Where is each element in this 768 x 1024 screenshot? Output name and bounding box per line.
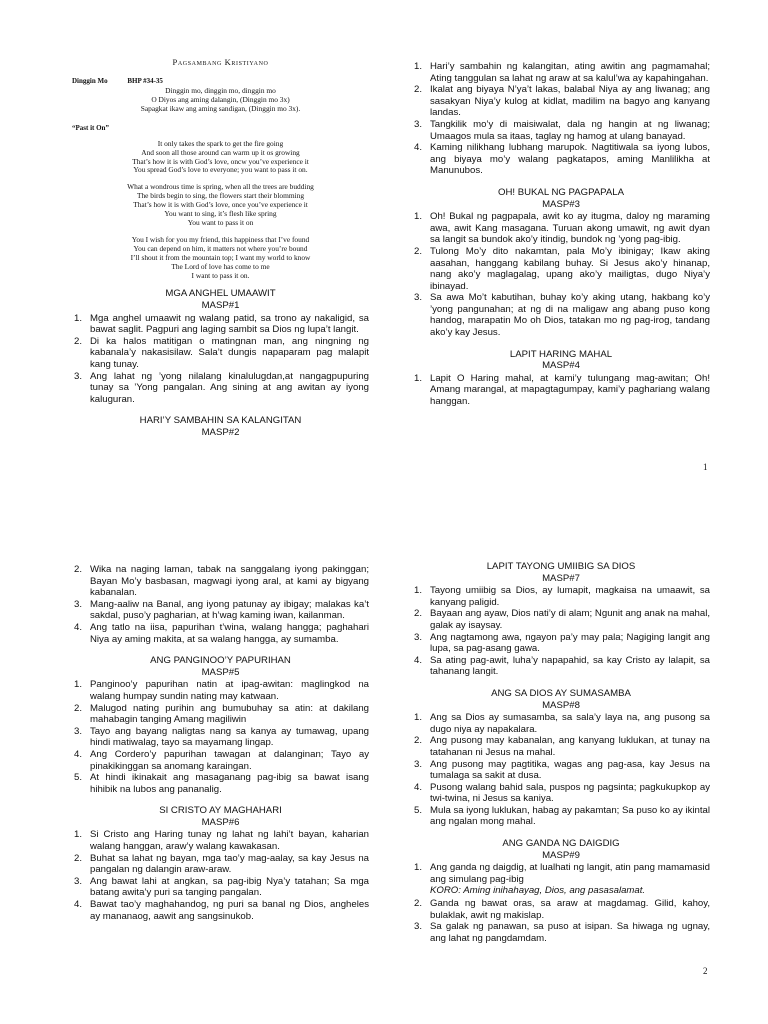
verse-number: 2. <box>414 608 423 620</box>
verse <box>72 313 369 336</box>
verse-number: 1. <box>414 372 423 384</box>
lyric-line: The Lord of love has come to me <box>171 261 270 271</box>
verse-number: 3. <box>74 598 83 610</box>
page2-left-column <box>72 563 369 932</box>
verse <box>72 679 369 702</box>
hymn-number: MASP#4 <box>542 360 580 372</box>
lyric-line: You want to pass it on <box>187 217 254 227</box>
page1-left-hymns <box>72 288 369 438</box>
hymn-title: ANG PANGINOO’Y PAPURIHAN <box>150 655 291 667</box>
hymn-title: HARI’Y SAMBAHIN SA KALANGITAN <box>139 415 302 427</box>
verse <box>412 655 710 678</box>
lyric-line: Dinggin mo, dinggin mo, dinggin mo <box>165 86 276 95</box>
verse-text: Kaming nilikhang lubhang marupok. Nagtitiwala sa iyong lubos, ang biyaya mo’y walang pagkatapos, aming Manlilikha at Manunubos. <box>430 142 710 177</box>
verse-number: 2. <box>74 564 83 575</box>
verse-text: Bawat tao’y maghahandog, ng puri sa banal ng Dios, angheles ay mananaog, aawit ang sangsinukob. <box>90 899 369 922</box>
verse-text: Lapit O Haring mahal, at kami’y tulungang mag-awitan; Oh! Amang marangal, at mapagtagumpay, kami’y paghariang walang hanggan. <box>430 372 710 408</box>
verse-text: Mula sa iyong luklukan, habag ay pakamtan; Sa puso ko ay ikintal ang ngalan mong mahal. <box>430 804 710 828</box>
hymn <box>72 805 369 922</box>
verse-text: Ang lahat ng ’yong nilalang kinalulugdan,at nangagpupuring tunay sa ’Yong pangalan. Ang sining at ang awitan ay iyong kaluguran. <box>90 370 369 405</box>
verse-list <box>412 211 710 339</box>
verse-text: Sa galak ng panawan, sa puso at isipan. Sa hiwaga ng ugnay, ang lahat ng pangdamdam. <box>430 921 710 944</box>
pass-it-on-label: “Past it On” <box>72 123 109 132</box>
verse-list <box>412 862 710 885</box>
verse-text: Hari’y sambahin ng kalangitan, ating awitin ang pagmamahal; Ating tanggulan sa lahat ng araw at sa kalul’wa ay kapahingahan. <box>430 61 710 84</box>
verse <box>412 373 710 408</box>
verse-number: 3. <box>414 292 423 304</box>
page1-left-column <box>72 57 369 449</box>
hymn-title: LAPIT TAYONG UMIIBIG SA DIOS <box>486 561 636 572</box>
verse-number: 2. <box>414 84 423 96</box>
hymn <box>412 187 710 339</box>
hymn <box>412 688 710 828</box>
verse-list <box>412 61 710 177</box>
chorus-line: KORO: Aming inihahayag, Dios, ang pasasalamat. <box>430 885 646 897</box>
hymn-number: MASP#5 <box>201 666 240 678</box>
page-number: 1 <box>703 462 708 472</box>
lyric-line: I’ll shout it from the mountain top; I want my world to know <box>130 252 311 262</box>
verse-list <box>412 898 710 944</box>
verse-number: 2. <box>414 735 423 747</box>
hymn <box>412 349 710 408</box>
verse <box>72 726 369 749</box>
verse-text: Tulong Mo’y dito nakamtan, pala Mo’y ibinigay; Ikaw aking aasahan, hanggang kabilang buhay. Si Jesus ako’y hinanap, nang ako’y maglagalag, upang ako’y mailigtas, dugo Niya’y ibinayad. <box>430 245 710 292</box>
verse <box>412 142 710 177</box>
verse-text: Oh! Bukal ng pagpapala, awit ko ay itugma, daloy ng maraming awa, awit Kang masagana. Turuan akong umawit, ng awit dyan sa langit sa bundok ako’y itindig, bundok ng ’yong pag-ibig. <box>430 211 710 246</box>
lyric-line: That’s how it is with God’s love, oncw you’ve experience it <box>132 156 309 166</box>
verse-text: Bayaan ang ayaw, Dios nati’y di alam; Ngunit ang anak na mahal, galak ay isaysay. <box>430 608 710 631</box>
verse-number: 4. <box>414 654 423 666</box>
verse <box>412 211 710 246</box>
verse-text: Ang ganda ng daigdig, at lualhati ng langit, atin pang mamamasid ang simulang pag-ibig <box>430 862 710 885</box>
lyric-line: You spread God’s love to everyone; you want to pass it on. <box>133 165 308 175</box>
verse-number: 4. <box>74 621 83 633</box>
verse <box>412 735 710 758</box>
verse-number: 2. <box>414 898 423 910</box>
verse-number: 3. <box>74 725 83 737</box>
verse-number: 5. <box>74 772 83 784</box>
verse-number: 3. <box>414 758 423 770</box>
verse-list <box>72 564 369 645</box>
dinggin-label: Dinggin Mo <box>72 77 108 85</box>
verse-text: Ang sa Dios ay sumasamba, sa sala’y laya na, ang pusong sa dugo niya ay napakalara. <box>430 712 710 735</box>
document-title: Pagsambang Kristiyano <box>172 57 269 67</box>
verse <box>72 899 369 922</box>
verse-text: Buhat sa lahat ng bayan, mga tao’y mag-aalay, sa kay Jesus na pangalan ng dalangin araw-araw. <box>90 852 369 876</box>
verse-number: 2. <box>74 702 83 714</box>
verse <box>72 564 369 599</box>
verse-text: Pusong walang bahid sala, puspos ng pagsinta; pagkukupkop ay twi-twina, ni Jesus sa kaniya. <box>430 781 710 805</box>
verse-number: 1. <box>414 862 423 874</box>
verse-list <box>72 313 369 406</box>
verse <box>412 782 710 805</box>
verse-number: 2. <box>74 335 83 347</box>
verse-number: 3. <box>74 370 83 382</box>
verse <box>412 898 710 921</box>
verse-number: 4. <box>414 142 423 154</box>
verse <box>412 712 710 735</box>
verse <box>412 585 710 608</box>
verse-number: 1. <box>74 829 83 841</box>
hymn <box>412 561 710 678</box>
hymn-number: MASP#9 <box>542 849 580 861</box>
verse <box>412 862 710 885</box>
verse <box>72 853 369 876</box>
verse-number: 1. <box>414 61 423 72</box>
hymn-title: ANG GANDA NG DAIGDIG <box>502 838 620 850</box>
lyric-line: You I wish for you my friend, this happiness that I’ve found <box>131 234 310 244</box>
hymn <box>412 838 710 944</box>
verse <box>72 371 369 406</box>
verse-number: 2. <box>414 245 423 257</box>
verse-text: Ang nagtamong awa, ngayon pa’y may pala; Nagiging langit ang lupa, sa pag-asang gawa. <box>430 631 710 655</box>
verse <box>72 703 369 726</box>
hymn-number: MASP#2 <box>201 426 240 438</box>
page1-right-hymns <box>412 61 710 408</box>
verse-number: 4. <box>414 781 423 793</box>
pass-it-on-stanza-1 <box>72 140 369 176</box>
verse-text: Ang bawat lahi at angkan, sa pag-ibig Nya’y tatahan; Sa mga batang awita’y puri sa tanging pangalan. <box>90 875 369 899</box>
hymn <box>72 415 369 438</box>
verse-number: 4. <box>74 748 83 760</box>
verse-text: Sa ating pag-awit, luha’y napapahid, sa kay Cristo ay lalapit, sa tahanang langit. <box>430 654 710 678</box>
page1-right-column <box>412 60 710 418</box>
verse-number: 1. <box>414 211 423 223</box>
verse-number: 1. <box>74 679 83 691</box>
verse-list <box>72 829 369 922</box>
hymn-title: OH! BUKAL NG PAGPAPALA <box>497 186 624 198</box>
verse <box>412 805 710 828</box>
verse <box>72 622 369 645</box>
pass-it-on-stanza-3 <box>72 236 369 281</box>
hymn-number: MASP#7 <box>542 572 580 584</box>
lyric-line: Sapagkat ikaw ang aming sandigan, (Dinggin mo 3x). <box>140 103 301 113</box>
lyric-line: And soon all those around can warm up it os growing <box>141 147 300 157</box>
hymn <box>72 288 369 405</box>
verse-number: 1. <box>414 585 423 597</box>
verse <box>412 608 710 631</box>
verse <box>72 336 369 371</box>
page2-left-hymns <box>72 564 369 922</box>
page2-right-column <box>412 561 710 954</box>
lyric-line: What a wondrous time is spring, when all the trees are budding <box>127 182 314 192</box>
page-1 <box>0 0 768 508</box>
verse-text: Tangkilik mo’y di maisiwalat, dala ng hangin at ng liwanag; Umaagos mula sa itaas, taglay ng hamog at ulang banayad. <box>430 118 710 142</box>
verse-number: 3. <box>414 631 423 643</box>
lyric-line: O Diyos ang aming dalangin, (Dinggin mo 3x) <box>151 94 290 104</box>
verse <box>72 876 369 899</box>
page-2 <box>0 512 768 1024</box>
hymn-number: MASP#3 <box>542 198 580 210</box>
page2-right-hymns <box>412 561 710 944</box>
verse-text: Mang-aaliw na Banal, ang iyong patunay ay ibigay; malakas ka’t sakdal, puso’y pagharian, at h’wag kaming iwan, kailanman. <box>90 598 369 622</box>
pass-it-on-stanza-2 <box>72 183 369 228</box>
verse-text: Si Cristo ang Haring tunay ng lahat ng lahi’t bayan, kaharian walang hanggan, araw’y walang kawakasan. <box>90 829 369 853</box>
verse <box>412 246 710 292</box>
verse <box>72 829 369 852</box>
verse <box>72 599 369 622</box>
verse-number: 1. <box>414 712 423 724</box>
verse-number: 1. <box>74 312 83 324</box>
hymn-number: MASP#1 <box>201 300 240 311</box>
verse-number: 5. <box>414 804 423 816</box>
verse-text: Sa awa Mo’t kabutihan, buhay ko’y aking utang, hakbang ko’y ’yong pangunahan; at ng di na maligaw ang abang puso kong handog, marapatin Mo oh Dios, tatakan mo ng pag-irog, tandang ako’y kay Jesus. <box>430 292 710 339</box>
page-number: 2 <box>703 966 708 976</box>
verse <box>412 61 710 84</box>
verse-text: Ang tatlo na iisa, papurihan t’wina, walang hangga; paghahari Niya ay aming makita, at sa walang hangga, ay sumamba. <box>90 621 369 645</box>
verse-text: Ikalat ang biyaya N’ya’t lakas, balabal Niya ay ang liwanag; ang sasakyan Niya’y kulog at kidlat, madilim na bagyo ang kanyang landas. <box>430 84 710 119</box>
hymn-number: MASP#6 <box>201 816 240 828</box>
verse <box>412 921 710 944</box>
verse-text: Wika na naging laman, tabak na sanggalang iyong pakinggan; Bayan Mo’y basbasan, magwagi iyong aral, at kami ay bigyang kabanalan. <box>90 564 369 599</box>
lyric-line: It only takes the spark to get the fire going <box>157 138 284 148</box>
verse-text: Ang pusong may pagtitika, wagas ang pag-asa, kay Jesus na tumalaga sa sakit at dusa. <box>430 758 710 782</box>
hymn <box>72 564 369 645</box>
verse <box>412 119 710 142</box>
hymn-title: MGA ANGHEL UMAAWIT <box>165 288 276 300</box>
verse <box>412 759 710 782</box>
verse-text: Ang Cordero’y papurihan tawagan at dalanginan; Tayo ay pinakikinggan sa anomang karaingan. <box>90 748 369 772</box>
verse-text: Panginoo’y papurihan natin at ipag-awitan: maglingkod na walang humpay sundin nating may katwaan. <box>90 679 369 702</box>
hymn-number: MASP#8 <box>542 699 580 711</box>
verse <box>412 292 710 338</box>
verse-list <box>412 712 710 828</box>
verse-text: Malugod nating purihin ang bumubuhay sa atin: at dakilang mahabagin tanging Amang magiliwin <box>90 702 369 726</box>
lyric-line: That’s how it is with God’s love, once you’ve experience it <box>133 200 308 210</box>
verse <box>72 749 369 772</box>
verse-text: Di ka halos matitigan o matingnan man, ang ningning ng kabanala’y nakasisilaw. Sala’t dungis napaparam pag malapit kang tunay. <box>90 335 369 370</box>
lyric-line: You can depend on him, it matters not where you’re bound <box>133 243 308 253</box>
hymn <box>72 655 369 795</box>
verse-text: Tayong umiibig sa Dios, ay lumapit, magkaisa na umaawit, sa kanyang paligid. <box>430 585 710 608</box>
verse-list <box>72 679 369 795</box>
verse <box>412 84 710 119</box>
verse-text: Ang pusong may kabanalan, ang kanyang luklukan, at tunay na tatahanan ni Jesus na mahal. <box>430 735 710 758</box>
lyric-line: The birds begin to sing, the flowers start their blomming <box>136 191 305 201</box>
dinggin-heading <box>72 77 369 85</box>
lyric-line: I want to pass it on. <box>191 270 250 280</box>
verse-list <box>412 373 710 408</box>
verse-number: 2. <box>74 852 83 864</box>
verse-number: 3. <box>74 875 83 887</box>
verse <box>412 632 710 655</box>
hymn-title: SI CRISTO AY MAGHAHARI <box>159 805 282 817</box>
verse-text: Mga anghel umaawit ng walang patid, sa trono ay nakaligid, sa bawat saglit. Pagpuri ang laging sambit sa Dios ng lupa’t langit. <box>90 312 369 336</box>
verse-number: 4. <box>74 899 83 911</box>
dinggin-lyrics <box>72 87 369 114</box>
lyric-line: You want to sing, it’s flesh like spring <box>164 209 277 219</box>
hymn-title: LAPIT HARING MAHAL <box>509 348 613 360</box>
dinggin-ref: BHP #34-35 <box>127 77 163 85</box>
verse <box>72 772 369 795</box>
verse-number: 3. <box>414 118 423 130</box>
verse-number: 3. <box>414 921 423 933</box>
verse-text: Tayo ang bayang naligtas nang sa kanya ay tumawag, upang hindi matiwalag, tayo sa mayamang lingap. <box>90 725 369 749</box>
verse-list <box>412 585 710 678</box>
verse-text: At hindi ikinakait ang masaganang pag-ibig sa bawat isang hihibik na lubos ang pananalig. <box>90 772 369 795</box>
hymn-title: ANG SA DIOS AY SUMASAMBA <box>491 687 631 699</box>
hymn <box>412 61 710 177</box>
verse-text: Ganda ng bawat oras, sa araw at magdamag. Gilid, kahoy, bulaklak, awit ng makislap. <box>430 898 710 921</box>
